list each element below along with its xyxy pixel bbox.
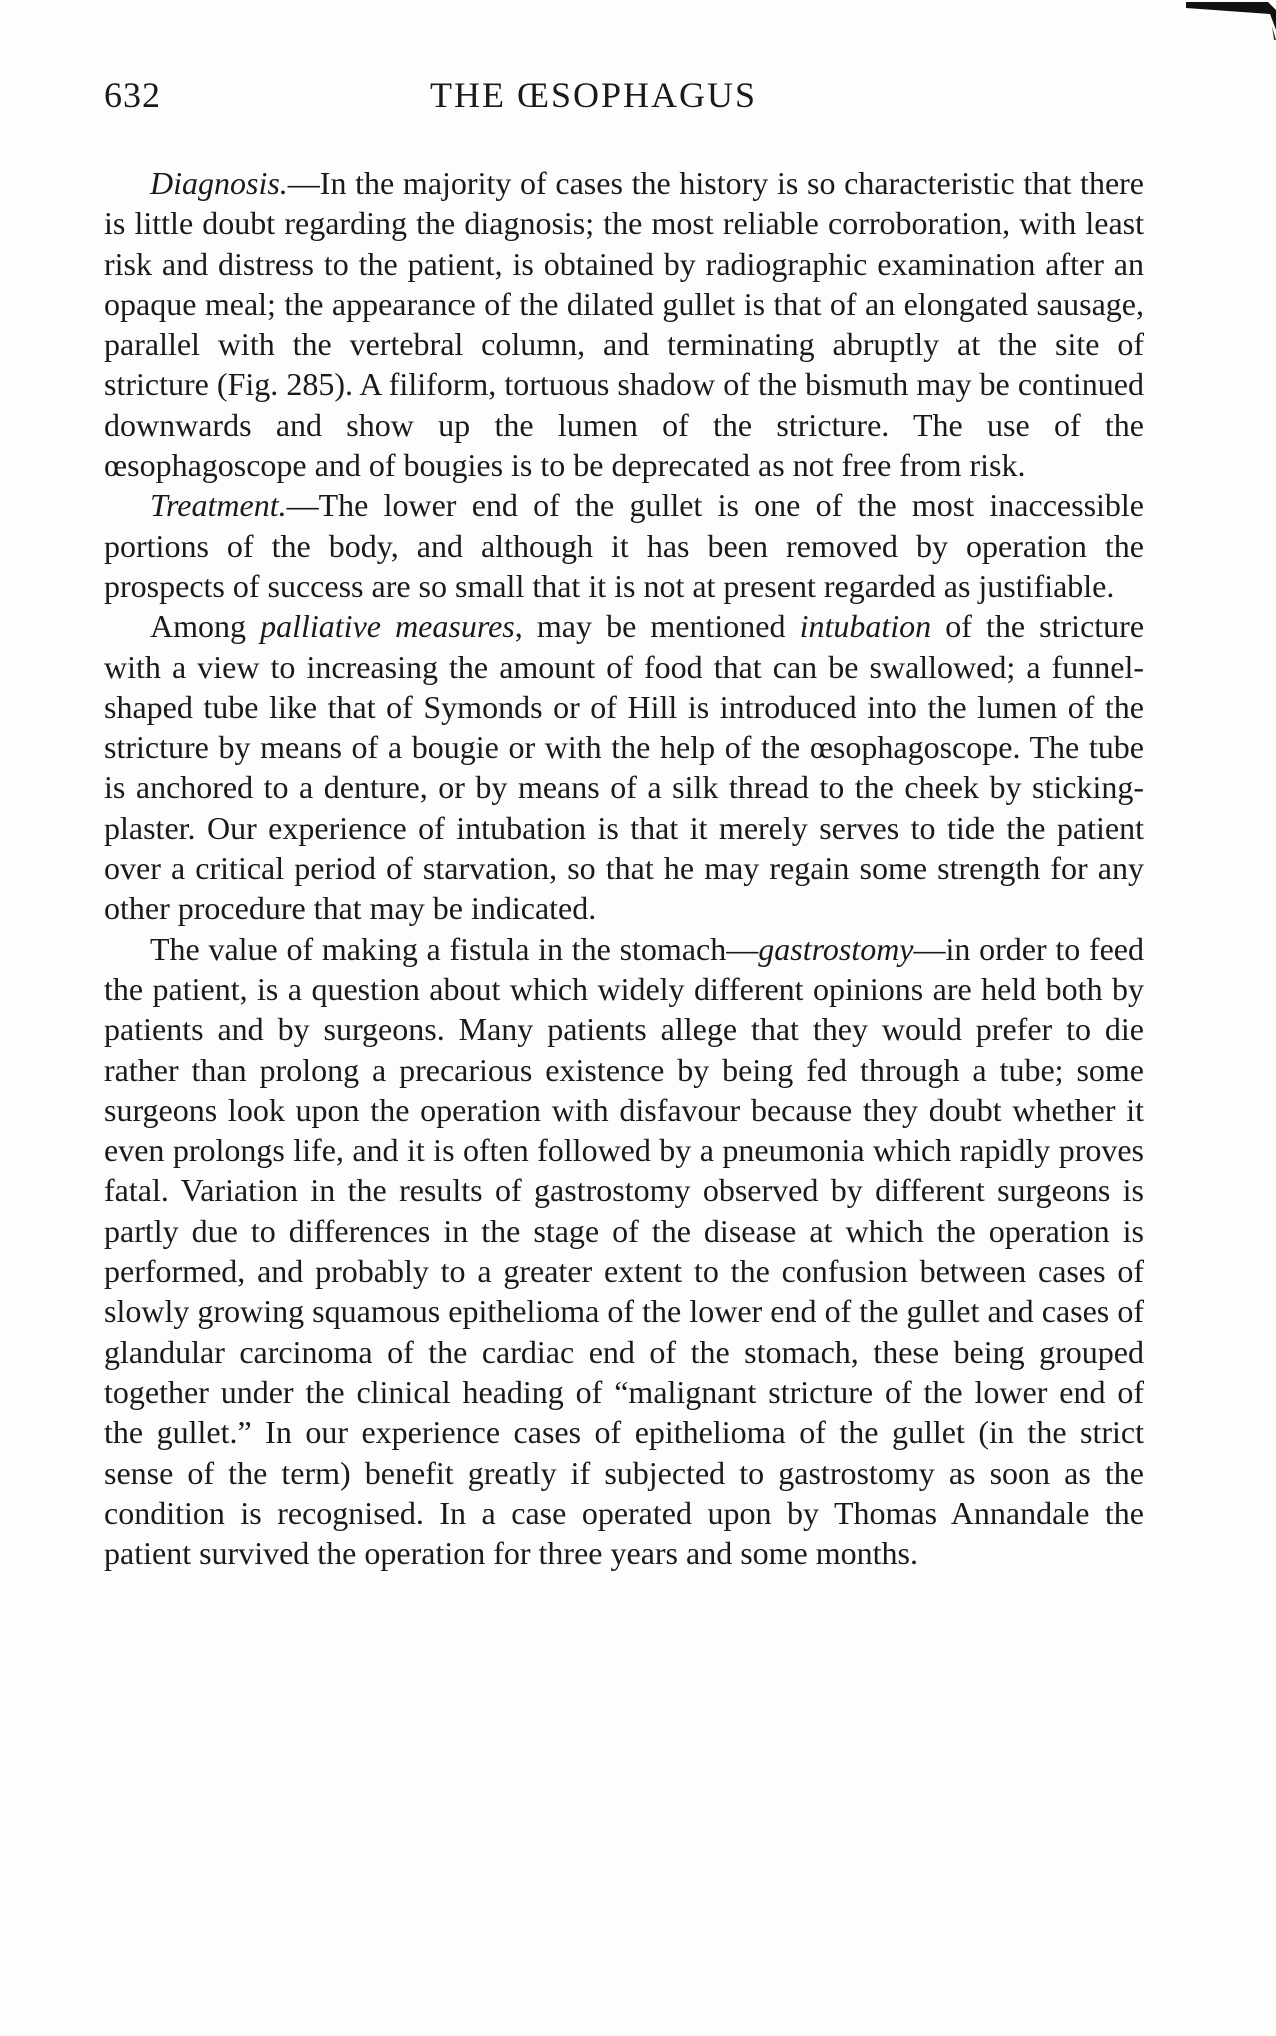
page-number: 632 [104,75,161,115]
page-corner-mark [1186,0,1276,40]
running-head [104,74,1144,124]
running-title: THE ŒSOPHAGUS [430,75,758,115]
italic-term: gastrostomy [758,930,914,967]
paragraph-text: Among [150,608,261,645]
paragraph-lead: Treatment. [150,487,287,524]
paragraph-text: The value of making a fistula in the stomach— [150,930,759,967]
paragraph-text: of the stricture with a view to increasing the amount of food that can be swallowed; a funnel-shaped tube like that of Symonds or of Hill is introduced into the lumen of the stricture by means of a bougie or with the help of the œsophagoscope. The tube is anchored to a denture, or by means of a silk thread to the cheek by sticking-plaster. Our experience of intubation is that it merely serves to tide the patient over a critical period of starvation, so that he may regain some strength for any other procedure that may be indicated. [104,608,1145,927]
italic-term: palliative measures [260,608,515,645]
paragraph-text: , may be mentioned [514,608,800,645]
paragraph-text: —In the majority of cases the history is so characteristic that there is little doubt regarding the diagnosis; the most reliable corroboration, with least risk and distress to the patient, is obtained by radiographic examination after an opaque meal; the appearance of the dilated gullet is that of an elongated sausage, parallel with the vertebral column, and terminating abruptly at the site of stricture (Fig. 285). A filiform, tortuous shadow of the bismuth may be continued downwards and show up the lumen of the stricture. The use of the œsophagoscope and of bougies is to be deprecated as not free from risk. [104,165,1144,484]
paragraph-diagnosis [104,163,1144,485]
paragraph-text: —in order to feed the patient, is a question about which widely different opinions are held both by patients and by surgeons. Many patients allege that they would prefer to die rather than prolong a precarious existence by being fed through a tube; some surgeons look upon the operation with disfavour because they doubt whether it even prolongs life, and it is often followed by a pneumonia which rapidly proves fatal. Variation in the results of gastrostomy observed by different surgeons is partly due to differences in the stage of the disease at which the operation is performed, and probably to a greater extent to the confusion between cases of slowly growing squamous epithelioma of the lower end of the gullet and cases of glandular carcinoma of the cardiac end of the stomach, these being grouped together under the clinical heading of “malignant stricture of the lower end of the gullet.” In our experience cases of epithelioma of the gullet (in the strict sense of the term) benefit greatly if subjected to gastrostomy as soon as the condition is recognised. In a case operated upon by Thomas Annandale the patient survived the operation for three years and some months. [104,930,1145,1572]
paragraph-text: —The lower end of the gullet is one of the most inaccessible portions of the body, and although it has been removed by operation the prospects of success are so small that it is not at present regarded as justifiable. [104,487,1144,604]
paragraph-palliative-measures [104,606,1144,928]
text-body [104,163,1144,1573]
paragraph-lead: Diagnosis. [150,165,288,201]
paragraph-treatment [104,485,1144,606]
italic-term: intubation [799,608,932,645]
paragraph-gastrostomy [104,929,1144,1574]
